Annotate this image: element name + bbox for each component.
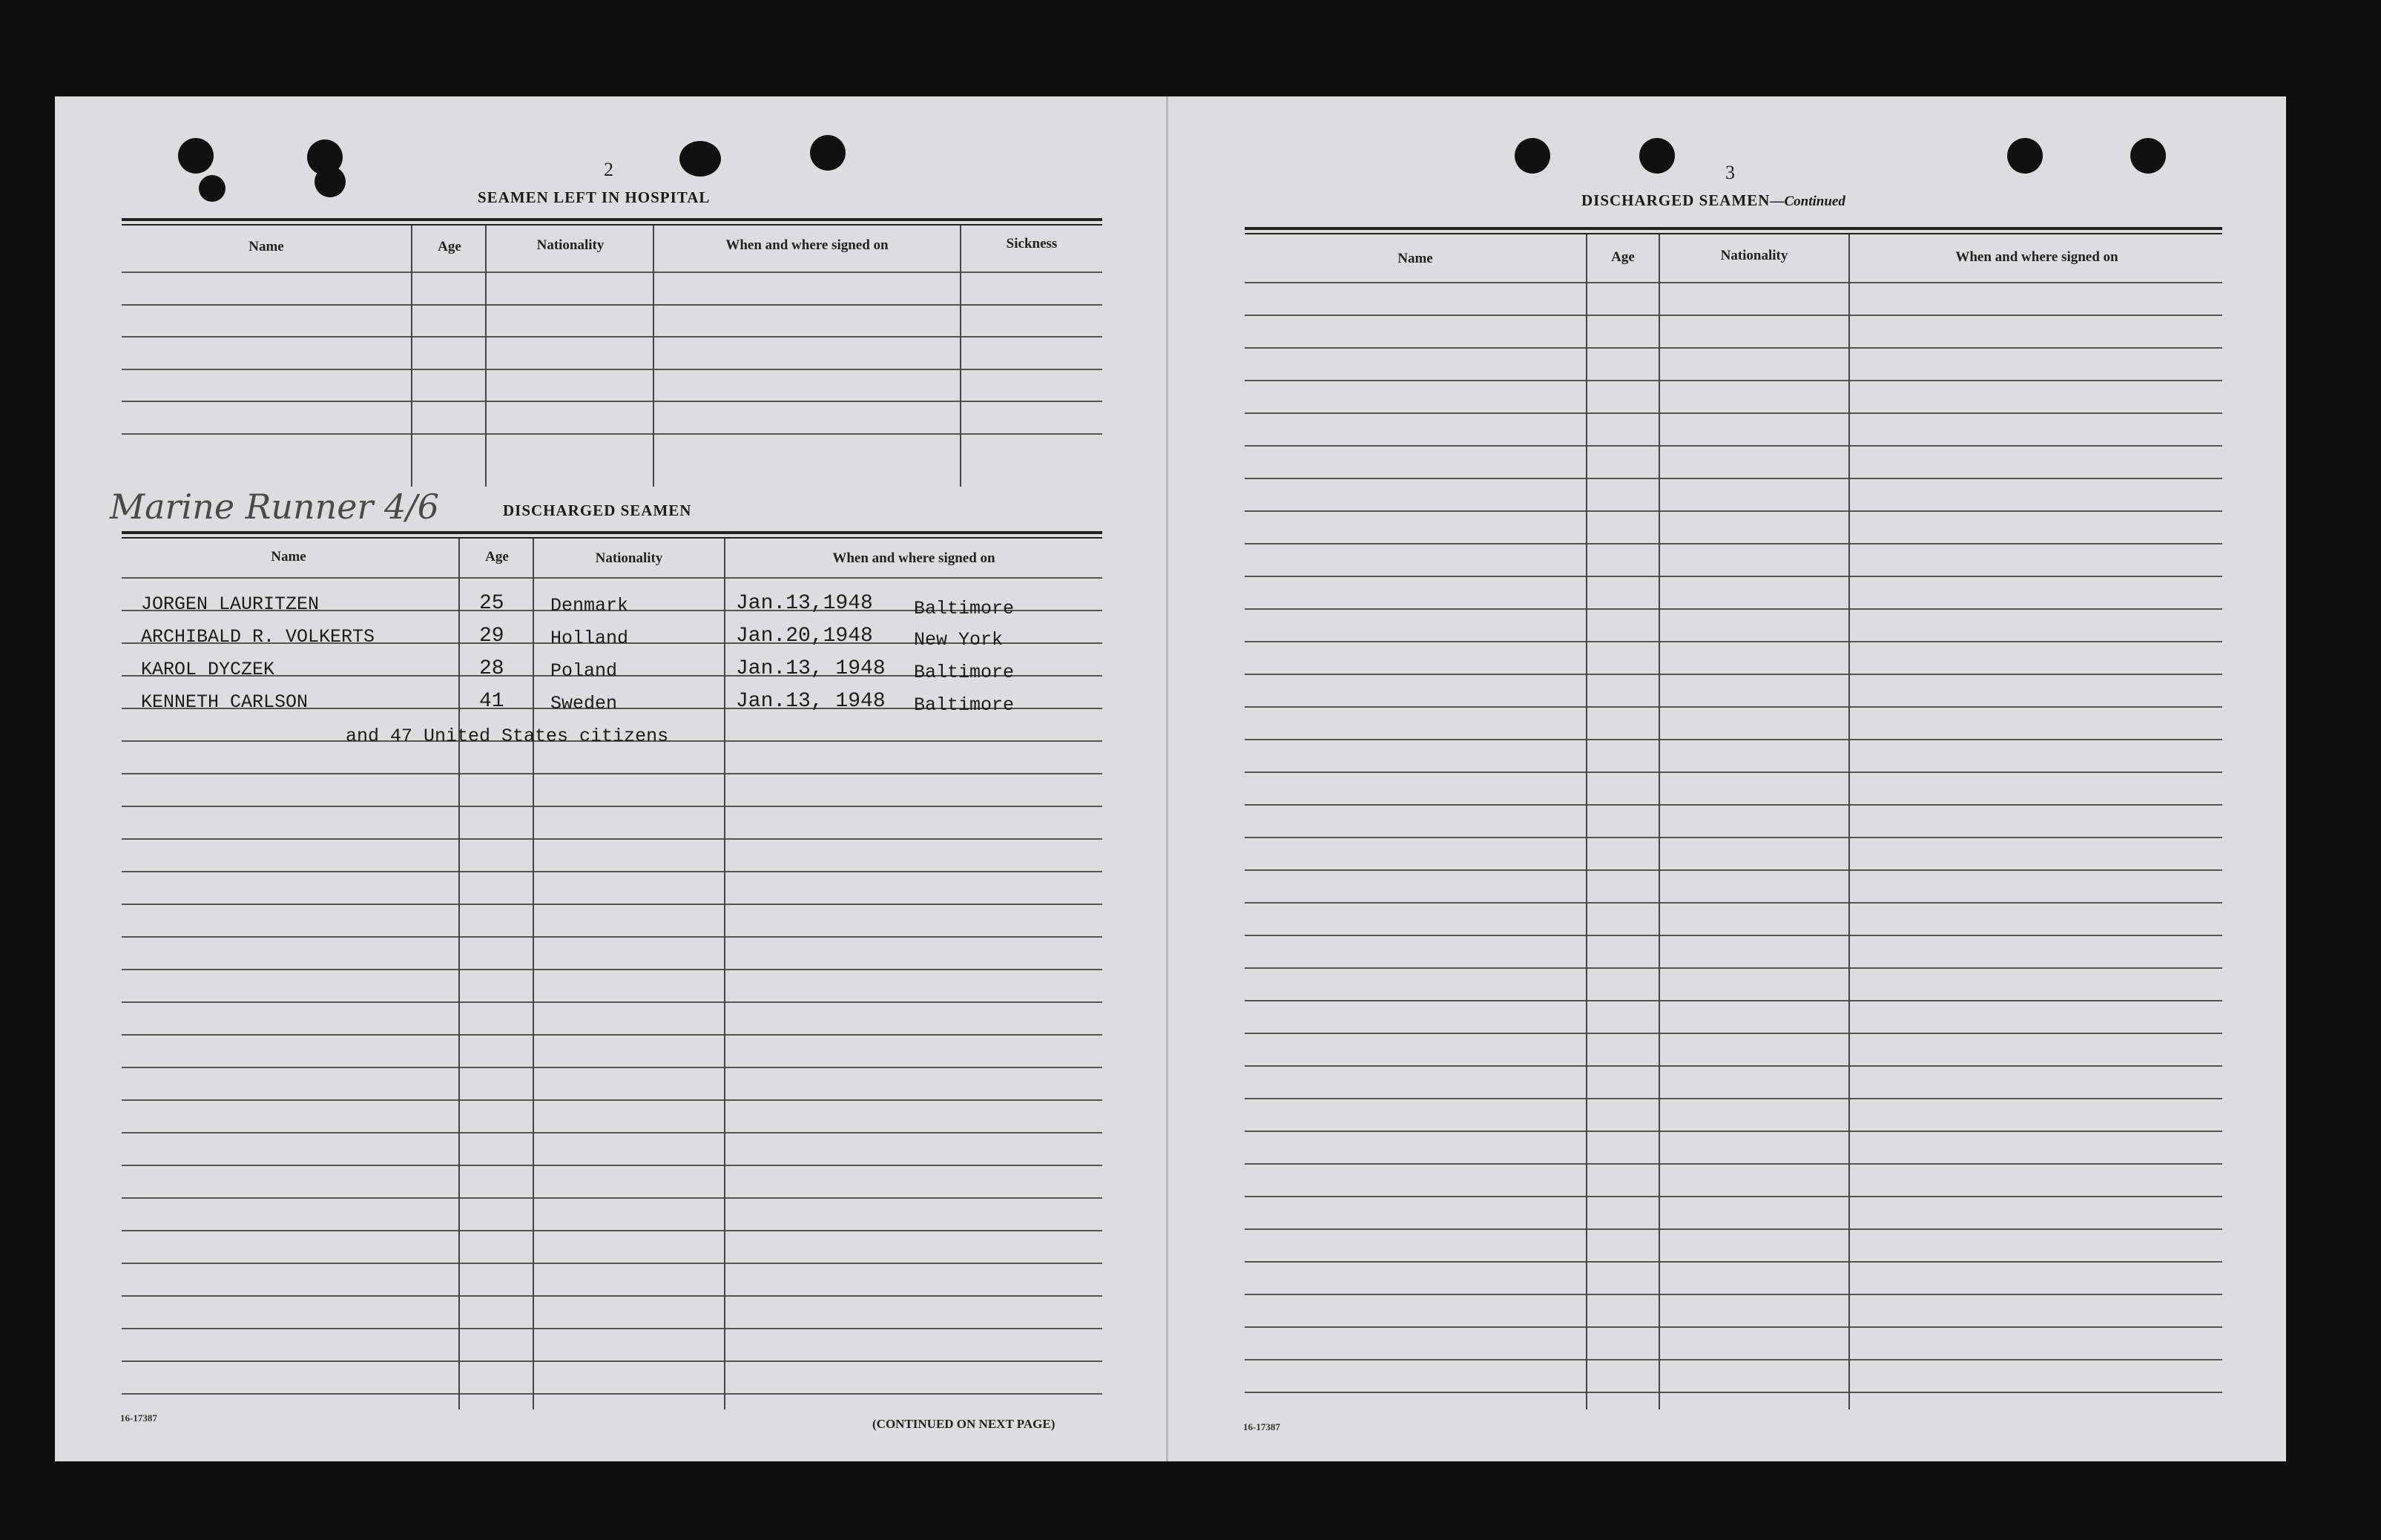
ruled-line — [122, 1328, 1102, 1329]
right-page — [1168, 96, 2286, 1461]
ruled-line — [122, 1034, 1102, 1036]
ruled-line — [122, 433, 1102, 435]
ruled-line — [1245, 510, 2222, 512]
seaman-signed-place: Baltimore — [914, 598, 1015, 619]
seaman-age: 29 — [479, 625, 504, 648]
continued-col-name: Name — [1397, 251, 1433, 266]
ruled-line — [122, 1295, 1102, 1297]
punch-hole — [178, 138, 214, 174]
seaman-nationality: Denmark — [550, 595, 629, 616]
ruled-line — [1245, 706, 2222, 708]
ruled-line — [1245, 315, 2222, 316]
punch-hole — [1639, 138, 1675, 174]
ruled-line — [1245, 1294, 2222, 1295]
ruled-line — [1245, 1163, 2222, 1165]
punch-hole — [679, 141, 721, 177]
ruled-line — [122, 1067, 1102, 1068]
ruled-line — [1245, 902, 2222, 904]
ruled-line — [122, 1360, 1102, 1362]
seaman-age: 41 — [479, 690, 504, 713]
ruled-line — [1245, 608, 2222, 610]
ruled-line — [1245, 478, 2222, 479]
divider — [122, 224, 1102, 226]
ruled-line — [1245, 1326, 2222, 1328]
ruled-line — [1245, 412, 2222, 414]
continued-col-age: Age — [1611, 249, 1635, 265]
ruled-line — [122, 871, 1102, 872]
hospital-col-nationality: Nationality — [536, 237, 605, 253]
punch-hole — [199, 175, 225, 202]
discharged-col-signed-on: When and where signed on — [832, 550, 995, 566]
citizens-note: and 47 United States citizens — [346, 725, 669, 747]
ruled-line — [122, 1165, 1102, 1166]
ruled-line — [122, 369, 1102, 370]
column-rule — [533, 539, 534, 1409]
hospital-col-name: Name — [248, 239, 284, 254]
divider — [1245, 233, 2222, 234]
page-number: 2 — [604, 159, 613, 180]
divider — [122, 218, 1102, 221]
ruled-line — [122, 1197, 1102, 1199]
form-number: 16-17387 — [1243, 1421, 1280, 1432]
ruled-line — [122, 773, 1102, 774]
ruled-line — [1245, 674, 2222, 675]
column-rule — [653, 226, 654, 487]
ruled-line — [122, 401, 1102, 402]
column-rule — [1848, 234, 1850, 1409]
ruled-line — [1245, 1261, 2222, 1263]
seaman-signed-date: Jan.13, 1948 — [736, 657, 886, 680]
ruled-line — [122, 1001, 1102, 1003]
ruled-line — [1245, 1131, 2222, 1132]
seaman-age: 25 — [479, 592, 504, 615]
column-rule — [1586, 234, 1587, 1409]
discharged-col-name: Name — [271, 549, 306, 565]
ruled-line — [122, 838, 1102, 840]
seaman-name: KENNETH CARLSON — [141, 691, 309, 713]
punch-hole — [2130, 138, 2166, 174]
hospital-col-sickness: Sickness — [1006, 236, 1058, 251]
ruled-line — [1245, 1228, 2222, 1230]
divider — [1245, 227, 2222, 230]
seaman-nationality: Poland — [550, 660, 618, 682]
punch-hole — [2007, 138, 2043, 174]
continued-col-nationality: Nationality — [1720, 248, 1788, 263]
hospital-section-title: SEAMEN LEFT IN HOSPITAL — [478, 188, 711, 206]
continued-col-signed-on: When and where signed on — [1955, 249, 2118, 265]
column-rule — [960, 226, 961, 487]
ruled-line — [122, 336, 1102, 338]
ruled-line — [122, 272, 1102, 273]
ruled-line — [1245, 967, 2222, 969]
ruled-line — [1245, 1000, 2222, 1001]
ruled-line — [1245, 935, 2222, 936]
seaman-signed-place: New York — [914, 629, 1004, 651]
discharged-section-title: DISCHARGED SEAMEN — [503, 501, 692, 519]
seaman-signed-date: Jan.20,1948 — [736, 625, 873, 648]
column-rule — [1659, 234, 1660, 1409]
page-fold — [1166, 96, 1168, 1461]
seaman-signed-place: Baltimore — [914, 694, 1015, 716]
divider — [122, 531, 1102, 534]
hospital-col-age: Age — [438, 239, 461, 254]
handwritten-note: Marine Runner 4/6 — [110, 487, 440, 527]
ruled-line — [1245, 282, 2222, 283]
ruled-line — [122, 1230, 1102, 1231]
ruled-line — [1245, 869, 2222, 871]
ruled-line — [1245, 445, 2222, 447]
discharged-col-age: Age — [485, 549, 509, 565]
discharged-continued-title-text: DISCHARGED SEAMEN — [1581, 191, 1771, 209]
seaman-name: ARCHIBALD R. VOLKERTS — [141, 626, 375, 648]
ruled-line — [1245, 1392, 2222, 1393]
ruled-line — [1245, 380, 2222, 381]
ruled-line — [122, 969, 1102, 970]
discharged-continued-title — [1581, 191, 1845, 210]
seaman-age: 28 — [479, 657, 504, 680]
page-number: 3 — [1725, 162, 1735, 183]
seaman-name: JORGEN LAURITZEN — [141, 593, 320, 615]
ruled-line — [122, 936, 1102, 938]
seaman-signed-date: Jan.13,1948 — [736, 592, 873, 615]
ruled-line — [1245, 1065, 2222, 1067]
ruled-line — [122, 1393, 1102, 1395]
ruled-line — [1245, 347, 2222, 349]
left-page — [55, 96, 1168, 1461]
ruled-line — [1245, 771, 2222, 773]
ruled-line — [1245, 1033, 2222, 1034]
seaman-signed-place: Baltimore — [914, 662, 1015, 683]
ruled-line — [122, 577, 1102, 579]
punch-hole — [1515, 138, 1550, 174]
ruled-line — [1245, 1098, 2222, 1099]
punch-hole — [314, 166, 346, 197]
punch-hole — [810, 135, 846, 171]
ruled-line — [1245, 576, 2222, 577]
seaman-nationality: Holland — [550, 628, 629, 649]
ruled-line — [1245, 1196, 2222, 1197]
column-rule — [485, 226, 487, 487]
seaman-name: KAROL DYCZEK — [141, 659, 275, 680]
discharged-col-nationality: Nationality — [595, 550, 663, 566]
ruled-line — [122, 1132, 1102, 1133]
column-rule — [458, 539, 460, 1409]
form-number: 16-17387 — [120, 1412, 157, 1424]
column-rule — [411, 226, 412, 487]
ruled-line — [1245, 837, 2222, 838]
ruled-line — [1245, 543, 2222, 544]
ruled-line — [122, 1263, 1102, 1264]
continued-note: (CONTINUED ON NEXT PAGE) — [872, 1417, 1056, 1431]
column-rule — [724, 539, 725, 1409]
hospital-col-signed-on: When and where signed on — [725, 237, 889, 253]
seaman-signed-date: Jan.13, 1948 — [736, 690, 886, 713]
ruled-line — [122, 1099, 1102, 1101]
ruled-line — [1245, 804, 2222, 806]
ruled-line — [1245, 739, 2222, 740]
ruled-line — [1245, 1359, 2222, 1360]
ruled-line — [122, 904, 1102, 905]
continued-suffix: —Continued — [1770, 194, 1845, 209]
ruled-line — [1245, 641, 2222, 642]
ruled-line — [122, 304, 1102, 306]
ruled-line — [122, 806, 1102, 807]
divider — [122, 537, 1102, 539]
seaman-nationality: Sweden — [550, 693, 618, 714]
